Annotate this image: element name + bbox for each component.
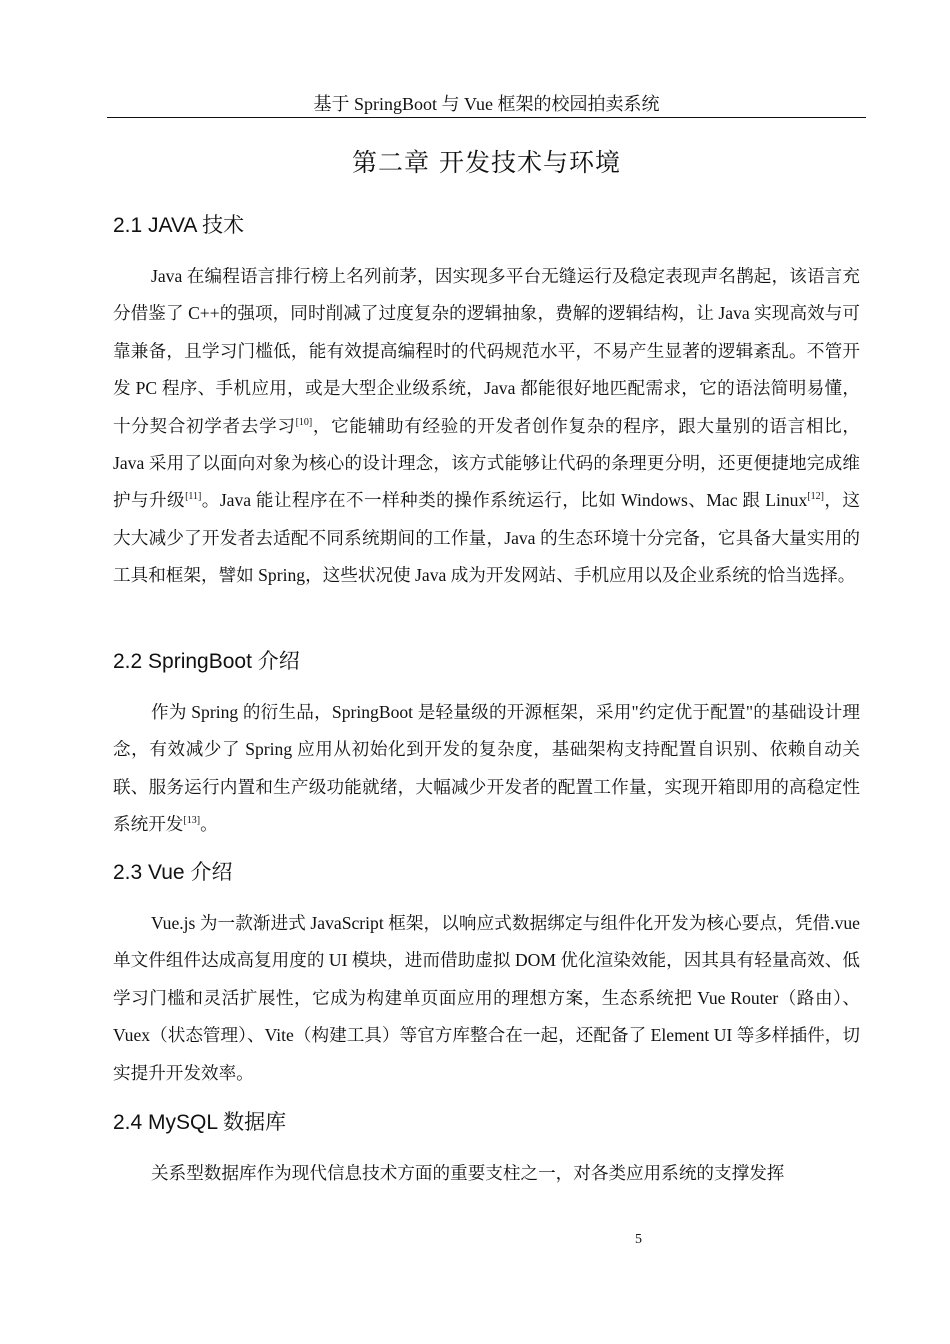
- paragraph-vue: [113, 905, 860, 1092]
- citation-ref: [13]: [183, 815, 201, 827]
- paragraph-text: ，它能辅助有经验的开发者创作复杂的程序，跟大量别的语言相比，Java 采用了以面向对象为核心的设计理念，该方式能够让代码的条理更分明，还更便捷地完成维护与升级: [113, 415, 860, 511]
- citation-ref: [10]: [295, 416, 313, 428]
- paragraph-text: 。: [200, 814, 218, 835]
- paragraph-springboot: [113, 694, 860, 844]
- section-heading-2-4: 2.4 MySQL 数据库: [113, 1111, 287, 1134]
- section-heading-2-1: 2.1 JAVA 技术: [113, 214, 245, 237]
- header-rule: [107, 117, 866, 118]
- paragraph-text: Java 在编程语言排行榜上名列前茅，因实现多平台无缝运行及稳定表现声名鹊起，该语言充分借鉴了 C++的强项，同时削减了过度复杂的逻辑抽象，费解的逻辑结构，让 Java 实现高效与可靠兼备，且学习门槛低，能有效提高编程时的代码规范水平，不易产生显著的逻辑紊乱。不管开发 PC 程序、手机应用，或是大型企业级系统，Java 都能很好地匹配需求，它的语法简明易懂，十分契合初学者去学习: [113, 266, 860, 436]
- section-heading-2-3: 2.3 Vue 介绍: [113, 861, 233, 884]
- paragraph-text: ，这大大减少了开发者去适配不同系统期间的工作量，Java 的生态环境十分完备，它具备大量实用的工具和框架，譬如 Spring，这些状况使 Java 成为开发网站、手机应用以及企业系统的恰当选择。: [113, 490, 860, 586]
- paragraph-text: 。Java 能让程序在不一样种类的操作系统运行，比如 Windows、Mac 跟 Linux: [201, 490, 808, 511]
- citation-ref: [12]: [807, 491, 824, 503]
- citation-ref: [11]: [185, 491, 202, 503]
- chapter-title: 第二章 开发技术与环境: [352, 148, 621, 177]
- page-number: 5: [635, 1232, 642, 1247]
- paragraph-text: 关系型数据库作为现代信息技术方面的重要支柱之一，对各类应用系统的支撑发挥: [151, 1163, 785, 1183]
- running-header: 基于 SpringBoot 与 Vue 框架的校园拍卖系统: [313, 94, 660, 114]
- section-heading-2-2: 2.2 SpringBoot 介绍: [113, 650, 300, 673]
- paragraph-java: [113, 258, 860, 595]
- paragraph-text: Vue.js 为一款渐进式 JavaScript 框架，以响应式数据绑定与组件化开发为核心要点，凭借.vue 单文件组件达成高复用度的 UI 模块，进而借助虚拟 DOM 优化渲染效能，因其具有轻量高效、低学习门槛和灵活扩展性，它成为构建单页面应用的理想方案，生态系统把 Vue Router（路由）、Vuex（状态管理）、Vite（构建工具）等官方库整合在一起，还配备了 Element UI 等多样插件，切实提升开发效率。: [113, 913, 860, 1083]
- paragraph-text: 作为 Spring 的衍生品，SpringBoot 是轻量级的开源框架，采用"约定优于配置"的基础设计理念，有效减少了 Spring 应用从初始化到开发的复杂度，基础架构支持配置自识别、依赖自动关联、服务运行内置和生产级功能就绪，大幅减少开发者的配置工作量，实现开箱即用的高稳定性系统开发: [113, 702, 860, 835]
- paragraph-mysql: [113, 1155, 860, 1192]
